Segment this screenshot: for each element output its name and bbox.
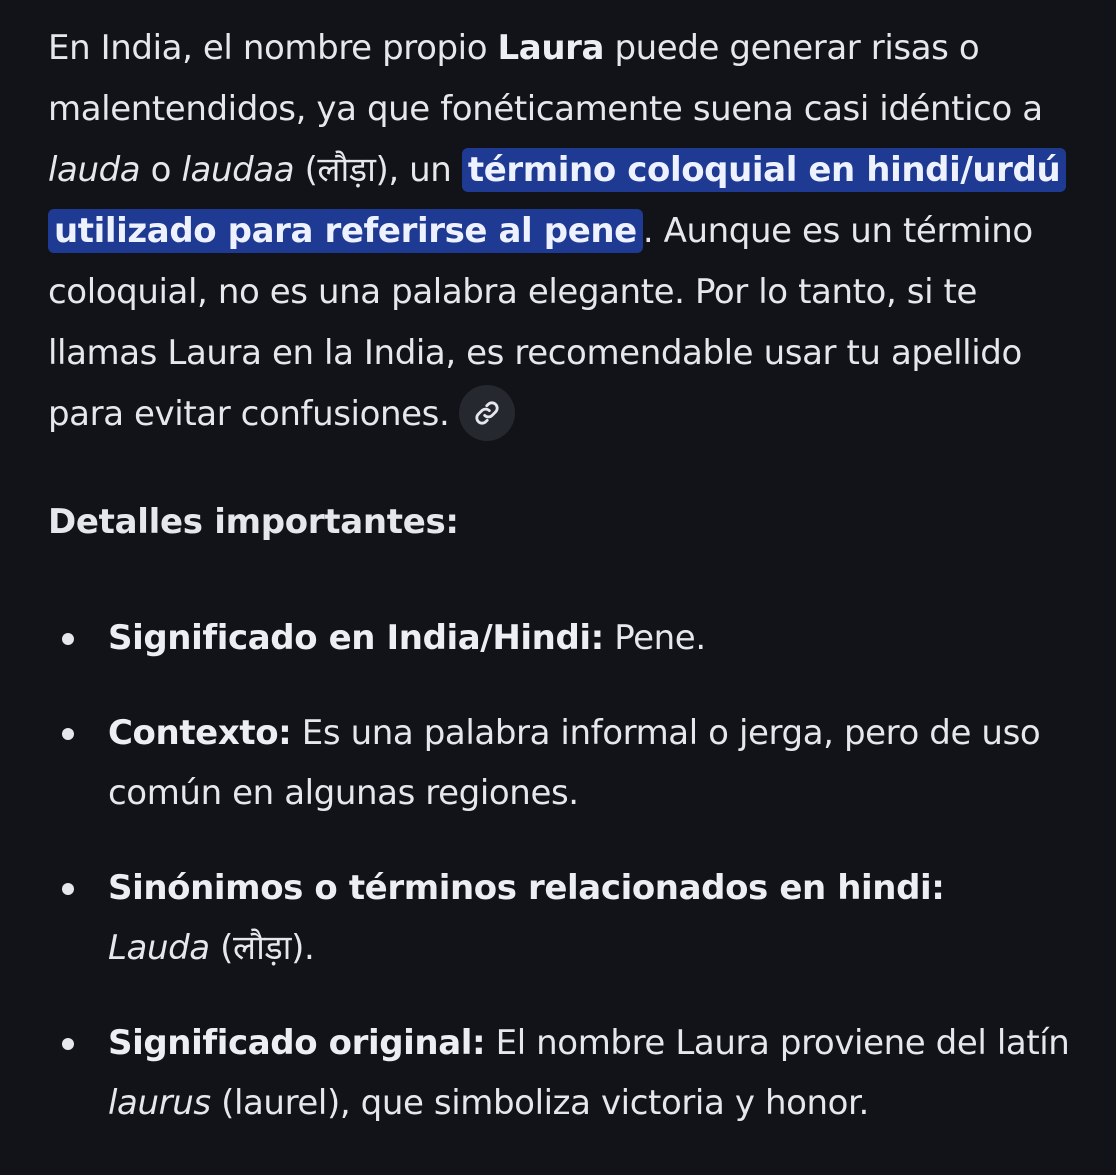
intro-text-1: En India, el nombre propio: [48, 28, 498, 68]
list-item: [48, 1013, 1078, 1133]
bullet-text-before: El nombre Laura proviene del latín: [485, 1023, 1070, 1063]
term-italic-lauda: lauda: [48, 150, 141, 190]
list-item: [48, 703, 1078, 823]
bullet-dot-icon: [62, 633, 74, 645]
intro-text-2: puede generar risas o malentendidos, ya que fonéticamente suena casi idéntico a: [48, 28, 1043, 129]
details-list: [48, 608, 1078, 1133]
bullet-text: Es una palabra informal o jerga, pero de uso común en algunas regiones.: [108, 713, 1041, 813]
list-item: [48, 608, 1078, 668]
section-heading: Detalles importantes:: [48, 502, 459, 542]
bullet-label: Sinónimos o términos relacionados en hindi:: [108, 868, 945, 908]
response-body: [48, 18, 1078, 445]
term-italic-laudaa: laudaa: [181, 150, 295, 190]
bullet-italic-term: laurus: [108, 1083, 211, 1123]
intro-text-4: (लौड़ा), un: [294, 150, 462, 190]
bullet-dot-icon: [62, 883, 74, 895]
bullet-label: Significado en India/Hindi:: [108, 618, 604, 658]
bullet-text: (लौड़ा).: [209, 928, 315, 968]
bullet-dot-icon: [62, 1038, 74, 1050]
bullet-label: Significado original:: [108, 1023, 486, 1063]
bullet-text: Pene.: [603, 618, 706, 658]
highlighted-phrase[interactable]: término coloquial en hindi/urdú utilizado para referirse al pene: [48, 148, 1066, 253]
link-icon: [473, 399, 501, 427]
intro-text-5: . Aunque es un término coloquial, no es una palabra elegante. Por lo tanto, si te llamas Laura en la India, es recomendable usar tu apellido para evitar confusiones.: [48, 211, 1033, 434]
bullet-label: Contexto:: [108, 713, 292, 753]
bullet-italic-term: Lauda: [108, 928, 210, 968]
bullet-dot-icon: [62, 728, 74, 740]
list-item: [48, 858, 1078, 978]
source-link-button[interactable]: [459, 385, 515, 441]
name-bold: Laura: [497, 28, 605, 68]
intro-paragraph: [48, 18, 1078, 445]
intro-text-3: o: [140, 150, 182, 190]
bullet-text: (laurel), que simboliza victoria y honor.: [210, 1083, 869, 1123]
